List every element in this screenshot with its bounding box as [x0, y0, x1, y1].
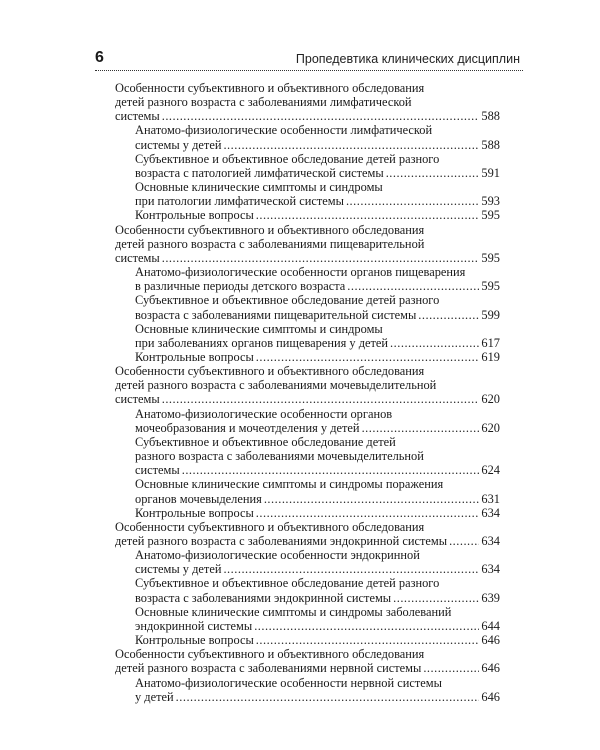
toc-entry-last-line — [135, 591, 500, 605]
toc-entry-title-line: детей разного возраста с заболеваниями лимфатической — [115, 95, 412, 110]
toc-entry-title-end: в различные периоды детского возраста — [135, 279, 346, 294]
dot-leader — [449, 534, 479, 548]
dot-leader — [256, 506, 480, 520]
dot-leader — [390, 336, 479, 350]
toc-entry-title-end: у детей — [135, 689, 174, 704]
toc-entry-title-line: Анатомо-физиологические особенности органов — [135, 406, 393, 421]
toc-entry — [115, 81, 500, 123]
toc-page-number: 595 — [481, 250, 500, 265]
toc-entry — [115, 548, 500, 576]
toc-entry — [115, 477, 500, 505]
toc-entry-last-line — [135, 463, 500, 477]
toc-page-number: 634 — [481, 562, 500, 577]
toc-page-number: 595 — [481, 208, 500, 223]
toc-entry — [115, 180, 500, 208]
dot-leader — [254, 619, 479, 633]
toc-page-number: 644 — [481, 618, 500, 633]
toc-entry-title-line: Субъективное и объективное обследование детей разного — [135, 293, 440, 308]
toc-entry-last-line — [115, 534, 500, 548]
dot-leader — [256, 208, 480, 222]
toc-entry-last-line — [135, 633, 500, 647]
dot-leader — [256, 350, 480, 364]
toc-entry-title-line: Основные клинические симптомы и синдромы — [135, 321, 383, 336]
toc-entry — [115, 676, 500, 704]
toc-entry-title-end: системы — [115, 392, 160, 407]
toc-page-number: 631 — [481, 491, 500, 506]
toc-entry-title-line: Основные клинические симптомы и синдромы — [135, 180, 383, 195]
running-title: Пропедевтика клинических дисциплин — [295, 52, 520, 66]
dot-leader — [346, 194, 479, 208]
toc-entry-title-line: Анатомо-физиологические особенности эндокринной — [135, 548, 420, 563]
toc-entry-title-line: Субъективное и объективное обследование детей разного — [135, 576, 440, 591]
toc-entry-title-end: органов мочевыделения — [135, 491, 262, 506]
toc-entry — [115, 152, 500, 180]
toc-page-number: 619 — [481, 349, 500, 364]
toc-entry-title-end: системы у детей — [135, 562, 222, 577]
header-divider — [95, 70, 523, 71]
toc-entry-last-line — [135, 279, 500, 293]
dot-leader — [162, 109, 480, 123]
toc-entry-last-line — [135, 350, 500, 364]
toc-entry-title-line: Особенности субъективного и объективного обследования — [115, 81, 425, 95]
toc-entry-title-line: Особенности субъективного и объективного обследования — [115, 519, 425, 534]
dot-leader — [223, 562, 479, 576]
dot-leader — [386, 166, 480, 180]
toc-entry-title-line: Основные клинические симптомы и синдромы поражения — [135, 477, 444, 492]
dot-leader — [256, 633, 480, 647]
toc-entry-title-end: при патологии лимфатической системы — [135, 194, 344, 209]
toc-entry-last-line — [135, 308, 500, 322]
toc-entry-title-line: Субъективное и объективное обследование детей — [135, 434, 396, 449]
toc-entry-title-end: Контрольные вопросы — [135, 208, 254, 223]
toc-entry — [115, 322, 500, 350]
toc-page-number: 595 — [481, 279, 500, 294]
toc-entry-title-end: возраста с патологией лимфатической системы — [135, 165, 384, 180]
toc-entry-title-end: детей разного возраста с заболеваниями эндокринной системы — [115, 534, 448, 548]
toc-entry-last-line — [115, 109, 500, 123]
toc-entry-title-line: Основные клинические симптомы и синдромы заболеваний — [135, 604, 452, 619]
toc-page-number: 617 — [481, 335, 500, 350]
toc-entry — [115, 647, 500, 675]
toc-entry — [115, 605, 500, 633]
toc-entry — [115, 576, 500, 604]
toc-entry-title-end: системы у детей — [135, 137, 222, 152]
toc-page-number: 588 — [481, 137, 500, 152]
toc-page-number: 591 — [481, 165, 500, 180]
toc-entry-title-end: Контрольные вопросы — [135, 633, 254, 648]
toc-entry-title-line: Особенности субъективного и объективного обследования — [115, 647, 425, 662]
toc-entry-title-line: Анатомо-физиологические особенности лимфатической — [135, 123, 433, 138]
toc-page-number: 620 — [481, 392, 500, 407]
dot-leader — [423, 661, 479, 675]
toc-entry-title-line: Субъективное и объективное обследование детей разного — [135, 151, 440, 166]
toc-entry-last-line — [135, 166, 500, 180]
toc-entry — [115, 364, 500, 406]
toc-page-number: 639 — [481, 590, 500, 605]
toc-entry — [115, 223, 500, 265]
dot-leader — [162, 251, 480, 265]
dot-leader — [418, 308, 479, 322]
toc-entry-title-end: системы — [135, 463, 180, 478]
toc-entry-last-line — [135, 138, 500, 152]
dot-leader — [223, 138, 479, 152]
toc-entry-title-end: мочеобразования и мочеотделения у детей — [135, 420, 360, 435]
toc-entry — [115, 435, 500, 477]
toc-page-number: 634 — [481, 505, 500, 520]
page-number: 6 — [95, 49, 104, 66]
toc-entry-last-line — [115, 392, 500, 406]
toc-entry-title-line: Анатомо-физиологические особенности нервной системы — [135, 675, 442, 690]
toc-entry-title-line: детей разного возраста с заболеваниями пищеварительной — [115, 236, 425, 251]
toc-page-number: 620 — [481, 420, 500, 435]
dot-leader — [162, 392, 480, 406]
toc-entry-title-end: возраста с заболеваниями пищеварительной системы — [135, 307, 417, 322]
toc-entry-last-line — [135, 421, 500, 435]
toc-entry — [115, 293, 500, 321]
toc-entry — [115, 265, 500, 293]
dot-leader — [347, 279, 479, 293]
toc-page-number: 588 — [481, 109, 500, 124]
toc-entry — [115, 506, 500, 520]
toc-entry-last-line — [135, 492, 500, 506]
toc-entry-title-end: Контрольные вопросы — [135, 505, 254, 520]
dot-leader — [176, 690, 480, 704]
toc-entry-title-line: Особенности субъективного и объективного обследования — [115, 364, 425, 379]
toc-entry-last-line — [115, 661, 500, 675]
toc-entry-title-end: системы — [115, 109, 160, 124]
toc-page-number: 593 — [481, 194, 500, 209]
table-of-contents — [115, 81, 500, 704]
toc-page-number: 624 — [481, 463, 500, 478]
toc-entry-title-line: Анатомо-физиологические особенности органов пищеварения — [135, 265, 466, 280]
toc-entry-last-line — [135, 208, 500, 222]
toc-entry-last-line — [135, 562, 500, 576]
toc-entry-title-end: детей разного возраста с заболеваниями нервной системы — [115, 661, 422, 676]
toc-page-number: 634 — [481, 534, 500, 548]
toc-entry — [115, 123, 500, 151]
toc-entry-last-line — [135, 336, 500, 350]
toc-page-number: 646 — [481, 689, 500, 704]
toc-entry-last-line — [135, 690, 500, 704]
toc-entry — [115, 520, 500, 548]
dot-leader — [393, 591, 479, 605]
toc-entry — [115, 350, 500, 364]
toc-entry-last-line — [135, 194, 500, 208]
toc-entry-last-line — [115, 251, 500, 265]
toc-page-number: 599 — [481, 307, 500, 322]
toc-entry-title-end: Контрольные вопросы — [135, 349, 254, 364]
toc-page-number: 646 — [481, 633, 500, 648]
toc-entry-title-line: детей разного возраста с заболеваниями мочевыделительной — [115, 378, 437, 393]
toc-entry — [115, 633, 500, 647]
toc-entry-title-line: разного возраста с заболеваниями мочевыделительной — [135, 449, 424, 464]
dot-leader — [362, 421, 480, 435]
toc-entry-last-line — [135, 506, 500, 520]
toc-entry-last-line — [135, 619, 500, 633]
toc-entry-title-end: эндокринной системы — [135, 618, 253, 633]
toc-entry-title-end: системы — [115, 250, 160, 265]
dot-leader — [264, 492, 480, 506]
dot-leader — [182, 463, 480, 477]
toc-entry — [115, 208, 500, 222]
toc-entry-title-end: возраста с заболеваниями эндокринной системы — [135, 590, 392, 605]
toc-page-number: 646 — [481, 661, 500, 676]
toc-entry-title-end: при заболеваниях органов пищеварения у детей — [135, 335, 389, 350]
toc-entry — [115, 407, 500, 435]
toc-entry-title-line: Особенности субъективного и объективного обследования — [115, 222, 425, 237]
